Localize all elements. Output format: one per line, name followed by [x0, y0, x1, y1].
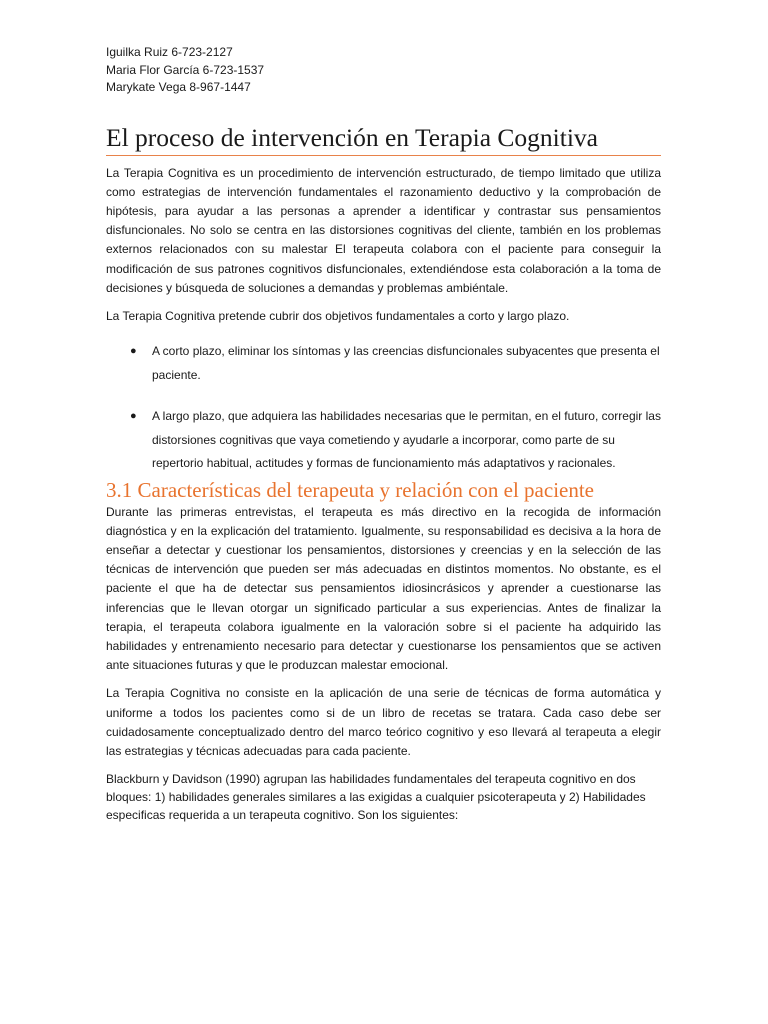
author-list	[106, 44, 661, 97]
document-page	[106, 44, 661, 824]
list-item-text: A corto plazo, eliminar los síntomas y las creencias disfuncionales subyacentes que presenta el paciente.	[152, 344, 660, 382]
objectives-list	[106, 340, 661, 476]
section-paragraph-3: Blackburn y Davidson (1990) agrupan las habilidades fundamentales del terapeuta cognitivo en dos bloques: 1) habilidades generales similares a las exigidas a cualquier psicoterapeuta y 2) Habilidades especificas requerida a un terapeuta cognitivo. Son los siguientes:	[106, 772, 646, 823]
document-title: El proceso de intervención en Terapia Cognitiva	[106, 123, 661, 156]
section-heading: 3.1 Características del terapeuta y relación con el paciente	[106, 477, 595, 502]
author-line: Iguilka Ruiz 6-723-2127	[106, 45, 233, 59]
list-item	[106, 340, 661, 387]
bullet-icon: ●	[130, 410, 137, 423]
section-paragraph-1: Durante las primeras entrevistas, el terapeuta es más directivo en la recogida de información diagnóstica y en la explicación del tratamiento. Igualmente, su responsabilidad es decisiva a la hora de enseñar a detectar y cuestionar los pensamientos, distorsiones y creencias y en la selección de las técnicas de intervención que pueden ser más adecuadas en distintos momentos. No obstante, es el paciente el que ha de detectar sus pensamientos idiosincrásicos y aprender a cuestionarse las inferencias que le llevan otorgar un significado particular a sus experiencias. Antes de finalizar la terapia, el terapeuta colabora igualmente en la valoración sobre si el paciente ha adquirido las habilidades y entrenamiento necesario para detectar y cuestionarse los pensamientos que se activen ante situaciones futuras y que le produzcan malestar emocional.	[106, 504, 661, 673]
author-line: Marykate Vega 8-967-1447	[106, 80, 251, 94]
objectives-paragraph: La Terapia Cognitiva pretende cubrir dos objetivos fundamentales a corto y largo plazo.	[106, 308, 570, 323]
bullet-icon: ●	[130, 345, 137, 358]
author-line: Maria Flor García 6-723-1537	[106, 62, 265, 77]
intro-paragraph: La Terapia Cognitiva es un procedimiento de intervención estructurado, de tiempo limitado que utiliza como estrategias de intervención fundamentales el razonamiento deductivo y la comprobación de hipótesis, para ayudar a las personas a aprender a identificar y contrastar sus pensamientos disfuncionales. No solo se centra en las distorsiones cognitivas del cliente, también en los problemas externos relacionados con su malestar El terapeuta colabora con el paciente para conseguir la modificación de sus patrones cognitivos disfuncionales, extendiéndose esta colaboración a la toma de decisiones y búsqueda de soluciones a demandas y problemas ambiéntale.	[106, 165, 661, 295]
section-paragraph-2: La Terapia Cognitiva no consiste en la aplicación de una serie de técnicas de forma automática y uniforme a todos los pacientes como si de un libro de recetas se tratara. Cada caso debe ser cuidadosamente conceptualizado dentro del marco teórico cognitivo y eso llevará al terapeuta a elegir las estrategias y técnicas adecuadas para cada paciente.	[106, 686, 661, 759]
list-item	[106, 405, 661, 476]
list-item-text: A largo plazo, que adquiera las habilidades necesarias que le permitan, en el futuro, corregir las distorsiones cognitivas que vaya cometiendo y ayudarle a incorporar, como parte de su repertorio habitual, actitudes y formas de funcionamiento más adaptativos y racionales.	[152, 409, 661, 471]
